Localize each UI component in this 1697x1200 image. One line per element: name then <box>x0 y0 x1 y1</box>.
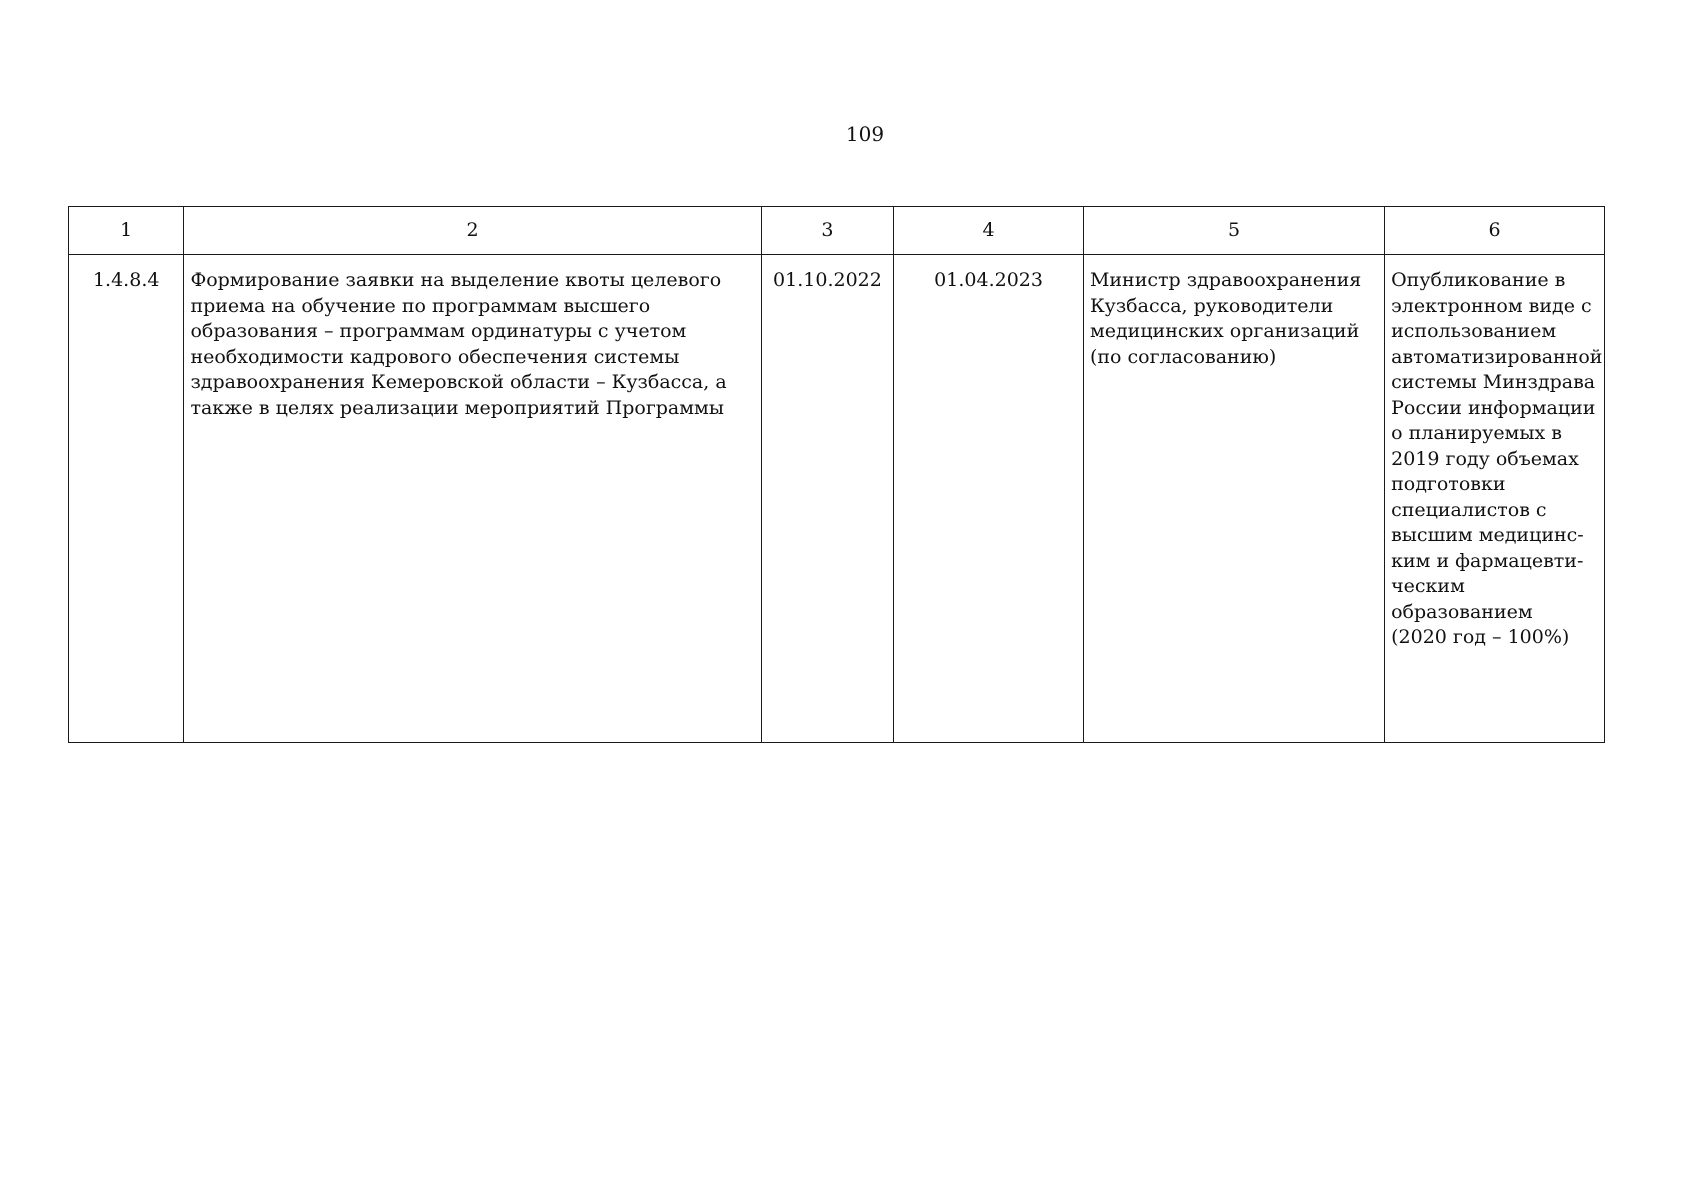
expected-result-cell <box>1385 255 1605 743</box>
result-line: Опубликование в <box>1391 269 1566 291</box>
result-line: использованием <box>1391 320 1557 342</box>
table-header <box>69 207 1605 255</box>
activity-number-cell: 1.4.8.4 <box>69 255 184 743</box>
header-row <box>69 207 1605 255</box>
result-line: системы Минздрава <box>1391 371 1596 393</box>
column-header-6: 6 <box>1385 207 1605 255</box>
column-header-5: 5 <box>1083 207 1384 255</box>
column-header-4: 4 <box>894 207 1084 255</box>
result-line: автоматизированной <box>1391 345 1603 368</box>
result-line: ческим образованием <box>1391 575 1533 623</box>
result-line: России информации <box>1391 396 1596 419</box>
result-line: (2020 год – 100%) <box>1391 626 1570 648</box>
result-line: 2019 году объемах <box>1391 447 1579 470</box>
result-line: подготовки <box>1391 473 1506 495</box>
result-line: специалистов с <box>1391 498 1547 521</box>
activity-table <box>68 206 1605 743</box>
start-date-cell: 01.10.2022 <box>761 255 894 743</box>
column-header-2: 2 <box>184 207 761 255</box>
table-row <box>69 255 1605 743</box>
responsible-cell: Министр здравоохранения Кузбасса, руководители медицинских организаций (по согласованию) <box>1083 255 1384 743</box>
result-line: электронном виде с <box>1391 294 1592 317</box>
result-line: о планируемых в <box>1391 422 1562 444</box>
table-body <box>69 255 1605 743</box>
column-header-3: 3 <box>761 207 894 255</box>
result-line: ким и фармацевти- <box>1391 549 1584 572</box>
page-number: 109 <box>845 122 885 146</box>
result-line: высшим медицинс- <box>1391 524 1584 546</box>
activity-description-cell: Формирование заявки на выделение квоты целевого приема на обучение по программам высшего образования – программам ординатуры с учетом необходимости кадрового обеспечения системы здравоохранения Кемеровской области – Кузбасса, а также в целях реализации мероприятий Программы <box>184 255 761 743</box>
end-date-cell: 01.04.2023 <box>894 255 1084 743</box>
column-header-1: 1 <box>69 207 184 255</box>
